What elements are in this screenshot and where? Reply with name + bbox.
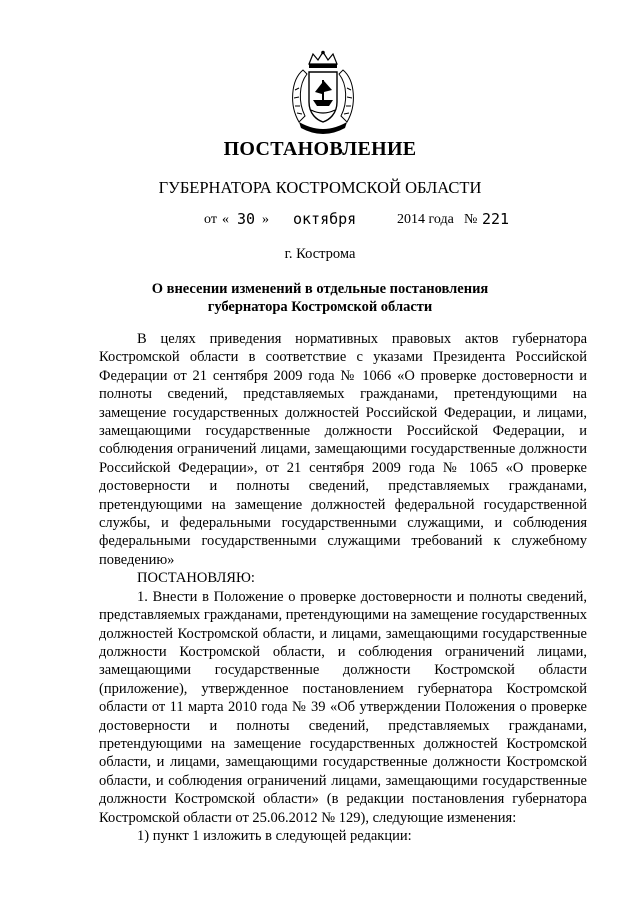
subitem-1-paragraph: 1) пункт 1 изложить в следующей редакции: [137, 827, 412, 844]
heading-line-1: О внесении изменений в отдельные постановления [151, 281, 489, 297]
date-prefix: от [204, 212, 217, 227]
preamble-paragraph: В целях приведения нормативных правовых актов губернатора Костромской области в соответствие с указами Президента Российской Федерации от 21 сентября 2009 года № 1066 «О проверке достоверности и полноты сведений, представляемых гражданами, претендующими на замещение государственных должностей Российской Федерации, и лицами, замещающими государственные должности Российской Федерации, и соблюдения ограничений лицами, замещающими государственные должности Российской Федерации», от 21 сентября 2009 года № 1065 «О проверке достоверности и полноты сведений, представляемых гражданами, претендующими на замещение должностей федеральной государственной службы, и федеральными государственными служащими, и соблюдения федеральными государственными служащими требований к служебному поведению» [99, 331, 587, 568]
city-line: г. Кострома [284, 246, 356, 262]
date-month: октября [293, 210, 357, 228]
date-close-quote: » [262, 212, 269, 227]
coat-of-arms-icon [285, 50, 361, 134]
item-1-paragraph: 1. Внести в Положение о проверке достоверности и полноты сведений, представляемых гражданами, претендующими на замещение государственных должностей Костромской области, и лицами, замещающими государственные должности Костромской области, и соблюдения ограничений лицами, замещающими государственные должности Костромской области (приложение), утвержденное постановлением губернатора Костромской области от 11 марта 2010 года № 39 «Об утверждении Положения о проверке достоверности и полноты сведений, представляемых гражданами, претендующими на замещение государственных должностей Костромской области, и лицами, замещающими государственные должности Костромской области, и соблюдения ограничений лицами, замещающими государственные должности Костромской области» (в редакции постановления губернатора Костромской области от 25.06.2012 № 129), следующие изменения: [99, 588, 587, 826]
number-sign: № [464, 212, 478, 227]
date-open-quote: « [222, 212, 229, 227]
date-day: 30 [237, 210, 256, 228]
document-number: 221 [482, 210, 510, 228]
date-year: 2014 года [397, 212, 454, 227]
document-subtitle: ГУБЕРНАТОРА КОСТРОМСКОЙ ОБЛАСТИ [158, 178, 482, 197]
decree-line: ПОСТАНОВЛЯЮ: [137, 570, 255, 587]
document-heading [0, 280, 640, 316]
heading-line-2: губернатора Костромской области [207, 299, 433, 315]
document-body [99, 330, 587, 845]
document-title: ПОСТАНОВЛЕНИЕ [223, 138, 417, 160]
